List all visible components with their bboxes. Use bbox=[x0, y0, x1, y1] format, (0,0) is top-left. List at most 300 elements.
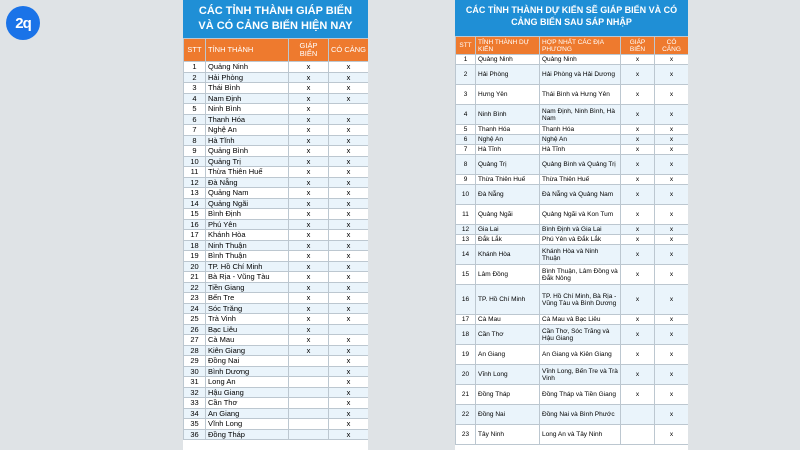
province-cell: Cần Thơ bbox=[206, 398, 289, 409]
stt-cell: 33 bbox=[184, 398, 206, 409]
coastal-cell: x bbox=[289, 345, 329, 356]
planned-province-cell: Đà Nẵng bbox=[476, 185, 540, 205]
stt-cell: 12 bbox=[184, 177, 206, 188]
merged-localities-cell: Hà Tĩnh bbox=[540, 145, 621, 155]
stt-cell: 4 bbox=[456, 105, 476, 125]
province-cell: Hải Phòng bbox=[206, 72, 289, 83]
coastal-cell: x bbox=[289, 114, 329, 125]
merged-localities-cell: Nam Định, Ninh Bình, Hà Nam bbox=[540, 105, 621, 125]
table-row bbox=[184, 366, 369, 377]
table-row bbox=[456, 145, 689, 155]
province-cell: Quảng Ngãi bbox=[206, 198, 289, 209]
coastal-cell: x bbox=[621, 245, 655, 265]
coastal-cell: x bbox=[289, 83, 329, 94]
coastal-cell bbox=[289, 408, 329, 419]
coastal-cell: x bbox=[621, 185, 655, 205]
stt-cell: 17 bbox=[456, 315, 476, 325]
table-row bbox=[184, 387, 369, 398]
stt-cell: 11 bbox=[456, 205, 476, 225]
stt-cell: 13 bbox=[184, 188, 206, 199]
coastal-cell: x bbox=[621, 85, 655, 105]
province-cell: An Giang bbox=[206, 408, 289, 419]
province-cell: Hậu Giang bbox=[206, 387, 289, 398]
planned-province-cell: Quảng Ninh bbox=[476, 55, 540, 65]
port-cell: x bbox=[329, 429, 369, 440]
coastal-cell: x bbox=[289, 156, 329, 167]
header-merged-localities: HỢP NHẤT CÁC ĐỊA PHƯƠNG bbox=[540, 37, 621, 55]
stt-cell: 6 bbox=[184, 114, 206, 125]
stt-cell: 2 bbox=[456, 65, 476, 85]
stt-cell: 7 bbox=[184, 125, 206, 136]
coastal-cell bbox=[289, 387, 329, 398]
table-row bbox=[184, 345, 369, 356]
logo-text: 2q bbox=[15, 14, 31, 32]
table-row bbox=[184, 335, 369, 346]
title-line-1: CÁC TỈNH THÀNH GIÁP BIỂN bbox=[198, 5, 353, 17]
port-cell: x bbox=[329, 366, 369, 377]
coastal-cell: x bbox=[621, 285, 655, 315]
merged-localities-cell: Quảng Bình và Quảng Trị bbox=[540, 155, 621, 175]
stt-cell: 5 bbox=[184, 104, 206, 115]
port-cell: x bbox=[329, 398, 369, 409]
stt-cell: 8 bbox=[456, 155, 476, 175]
stt-cell: 15 bbox=[456, 265, 476, 285]
table-row bbox=[184, 408, 369, 419]
coastal-cell: x bbox=[289, 72, 329, 83]
port-cell: x bbox=[655, 135, 689, 145]
merged-localities-cell: Quảng Ngãi và Kon Tum bbox=[540, 205, 621, 225]
planned-province-cell: TP. Hồ Chí Minh bbox=[476, 285, 540, 315]
planned-province-cell: Đắk Lắk bbox=[476, 235, 540, 245]
port-cell: x bbox=[655, 245, 689, 265]
merged-localities-cell: Thanh Hóa bbox=[540, 125, 621, 135]
current-provinces-table-panel bbox=[183, 0, 368, 450]
port-cell: x bbox=[655, 225, 689, 235]
port-cell: x bbox=[329, 261, 369, 272]
table-row bbox=[456, 325, 689, 345]
table-row bbox=[184, 188, 369, 199]
port-cell: x bbox=[655, 325, 689, 345]
merged-localities-cell: Vĩnh Long, Bến Tre và Trà Vinh bbox=[540, 365, 621, 385]
province-cell: Hà Tĩnh bbox=[206, 135, 289, 146]
province-cell: Quảng Ninh bbox=[206, 62, 289, 73]
port-cell bbox=[329, 104, 369, 115]
province-cell: Trà Vinh bbox=[206, 314, 289, 325]
coastal-cell: x bbox=[289, 293, 329, 304]
port-cell: x bbox=[655, 105, 689, 125]
stt-cell: 9 bbox=[184, 146, 206, 157]
planned-province-cell: An Giang bbox=[476, 345, 540, 365]
port-cell: x bbox=[329, 188, 369, 199]
coastal-cell: x bbox=[621, 175, 655, 185]
stt-cell: 11 bbox=[184, 167, 206, 178]
header-port: CÓ CẢNG bbox=[329, 39, 369, 62]
table-row bbox=[184, 146, 369, 157]
stt-cell: 21 bbox=[456, 385, 476, 405]
coastal-cell bbox=[621, 425, 655, 445]
port-cell: x bbox=[329, 293, 369, 304]
province-cell: Bình Dương bbox=[206, 366, 289, 377]
port-cell: x bbox=[329, 251, 369, 262]
table-row bbox=[184, 167, 369, 178]
coastal-cell: x bbox=[289, 198, 329, 209]
planned-province-cell: Thanh Hóa bbox=[476, 125, 540, 135]
port-cell: x bbox=[329, 387, 369, 398]
planned-province-cell: Hải Phòng bbox=[476, 65, 540, 85]
coastal-cell: x bbox=[621, 235, 655, 245]
coastal-cell bbox=[289, 366, 329, 377]
province-cell: Ninh Bình bbox=[206, 104, 289, 115]
brand-logo bbox=[6, 6, 40, 40]
stt-cell: 35 bbox=[184, 419, 206, 430]
stt-cell: 20 bbox=[456, 365, 476, 385]
table-row bbox=[456, 345, 689, 365]
header-coastal: GIÁP BIỂN bbox=[621, 37, 655, 55]
coastal-cell bbox=[289, 419, 329, 430]
planned-province-cell: Cà Mau bbox=[476, 315, 540, 325]
stt-cell: 15 bbox=[184, 209, 206, 220]
table-row bbox=[184, 398, 369, 409]
port-cell: x bbox=[329, 303, 369, 314]
coastal-cell: x bbox=[621, 225, 655, 235]
port-cell: x bbox=[655, 145, 689, 155]
table-row bbox=[184, 377, 369, 388]
stt-cell: 5 bbox=[456, 125, 476, 135]
merged-localities-cell: Khánh Hòa và Ninh Thuận bbox=[540, 245, 621, 265]
port-cell: x bbox=[329, 93, 369, 104]
port-cell: x bbox=[655, 285, 689, 315]
stt-cell: 32 bbox=[184, 387, 206, 398]
province-cell: Vĩnh Long bbox=[206, 419, 289, 430]
table-row bbox=[456, 55, 689, 65]
merged-localities-cell: Long An và Tây Ninh bbox=[540, 425, 621, 445]
port-cell: x bbox=[329, 272, 369, 283]
merged-localities-cell: Bình Định và Gia Lai bbox=[540, 225, 621, 235]
coastal-cell: x bbox=[289, 251, 329, 262]
merged-localities-cell: Cần Thơ, Sóc Trăng và Hậu Giang bbox=[540, 325, 621, 345]
stt-cell: 1 bbox=[184, 62, 206, 73]
stt-cell: 7 bbox=[456, 145, 476, 155]
merged-provinces-table bbox=[455, 36, 688, 445]
table-row bbox=[184, 356, 369, 367]
port-cell: x bbox=[329, 219, 369, 230]
stt-cell: 19 bbox=[456, 345, 476, 365]
planned-province-cell: Quảng Ngãi bbox=[476, 205, 540, 225]
stt-cell: 1 bbox=[456, 55, 476, 65]
header-planned-province: TỈNH THÀNH DỰ KIẾN bbox=[476, 37, 540, 55]
table-row bbox=[456, 285, 689, 315]
stt-cell: 24 bbox=[184, 303, 206, 314]
merged-provinces-table-panel bbox=[455, 0, 688, 450]
coastal-cell: x bbox=[621, 325, 655, 345]
coastal-cell: x bbox=[289, 209, 329, 220]
table-row bbox=[456, 135, 689, 145]
header-stt: STT bbox=[184, 39, 206, 62]
coastal-cell: x bbox=[621, 105, 655, 125]
title-line-2: VÀ CÓ CẢNG BIỂN HIỆN NAY bbox=[198, 20, 353, 32]
planned-province-cell: Thừa Thiên Huế bbox=[476, 175, 540, 185]
merged-localities-cell: An Giang và Kiên Giang bbox=[540, 345, 621, 365]
planned-province-cell: Gia Lai bbox=[476, 225, 540, 235]
port-cell: x bbox=[655, 175, 689, 185]
table-row bbox=[456, 385, 689, 405]
stt-cell: 23 bbox=[184, 293, 206, 304]
coastal-cell: x bbox=[621, 385, 655, 405]
coastal-cell: x bbox=[621, 135, 655, 145]
stt-cell: 3 bbox=[184, 83, 206, 94]
stt-cell: 34 bbox=[184, 408, 206, 419]
port-cell: x bbox=[329, 377, 369, 388]
merged-localities-cell: Bình Thuận, Lâm Đồng và Đắk Nông bbox=[540, 265, 621, 285]
merged-localities-cell: Cà Mau và Bạc Liêu bbox=[540, 315, 621, 325]
table-row bbox=[184, 104, 369, 115]
port-cell: x bbox=[655, 235, 689, 245]
port-cell: x bbox=[329, 167, 369, 178]
table-row bbox=[184, 219, 369, 230]
stt-cell: 16 bbox=[456, 285, 476, 315]
port-cell: x bbox=[655, 425, 689, 445]
table-row bbox=[184, 303, 369, 314]
port-cell: x bbox=[329, 135, 369, 146]
port-cell: x bbox=[655, 405, 689, 425]
port-cell: x bbox=[329, 114, 369, 125]
province-cell: Phú Yên bbox=[206, 219, 289, 230]
province-cell: Thanh Hóa bbox=[206, 114, 289, 125]
header-port: CÓ CẢNG bbox=[655, 37, 689, 55]
stt-cell: 26 bbox=[184, 324, 206, 335]
coastal-cell: x bbox=[621, 345, 655, 365]
port-cell: x bbox=[329, 209, 369, 220]
table-row bbox=[184, 240, 369, 251]
table-row bbox=[456, 425, 689, 445]
province-cell: Khánh Hòa bbox=[206, 230, 289, 241]
merged-localities-cell: Đồng Tháp và Tiền Giang bbox=[540, 385, 621, 405]
province-cell: Nam Định bbox=[206, 93, 289, 104]
port-cell: x bbox=[329, 198, 369, 209]
table-row bbox=[184, 177, 369, 188]
table-row bbox=[456, 175, 689, 185]
table-row bbox=[456, 65, 689, 85]
province-cell: Tiền Giang bbox=[206, 282, 289, 293]
current-provinces-title bbox=[183, 0, 368, 38]
coastal-cell: x bbox=[289, 272, 329, 283]
stt-cell: 10 bbox=[184, 156, 206, 167]
stt-cell: 18 bbox=[456, 325, 476, 345]
planned-province-cell: Khánh Hòa bbox=[476, 245, 540, 265]
planned-province-cell: Quảng Trị bbox=[476, 155, 540, 175]
coastal-cell: x bbox=[289, 240, 329, 251]
stt-cell: 22 bbox=[456, 405, 476, 425]
stt-cell: 36 bbox=[184, 429, 206, 440]
port-cell: x bbox=[329, 314, 369, 325]
coastal-cell: x bbox=[289, 282, 329, 293]
table-row bbox=[456, 245, 689, 265]
port-cell: x bbox=[655, 85, 689, 105]
table-row bbox=[184, 429, 369, 440]
stt-cell: 29 bbox=[184, 356, 206, 367]
table-row bbox=[184, 93, 369, 104]
table-row bbox=[184, 209, 369, 220]
coastal-cell bbox=[289, 377, 329, 388]
coastal-cell: x bbox=[621, 155, 655, 175]
table-row bbox=[184, 125, 369, 136]
coastal-cell: x bbox=[621, 315, 655, 325]
port-cell: x bbox=[329, 240, 369, 251]
planned-province-cell: Cần Thơ bbox=[476, 325, 540, 345]
table-row bbox=[456, 265, 689, 285]
table-row bbox=[456, 225, 689, 235]
port-cell: x bbox=[329, 282, 369, 293]
coastal-cell: x bbox=[289, 261, 329, 272]
table-row bbox=[456, 105, 689, 125]
table-row bbox=[184, 62, 369, 73]
table-row bbox=[184, 156, 369, 167]
table-row bbox=[184, 198, 369, 209]
merged-localities-cell: Đà Nẵng và Quảng Nam bbox=[540, 185, 621, 205]
merged-localities-cell: Đồng Nai và Bình Phước bbox=[540, 405, 621, 425]
table-row bbox=[456, 405, 689, 425]
coastal-cell: x bbox=[289, 135, 329, 146]
province-cell: Thái Bình bbox=[206, 83, 289, 94]
table-row bbox=[456, 185, 689, 205]
port-cell: x bbox=[329, 419, 369, 430]
port-cell: x bbox=[329, 72, 369, 83]
table-row bbox=[184, 324, 369, 335]
planned-province-cell: Ninh Bình bbox=[476, 105, 540, 125]
merged-localities-cell: Phú Yên và Đắk Lắk bbox=[540, 235, 621, 245]
port-cell: x bbox=[329, 177, 369, 188]
coastal-cell: x bbox=[289, 62, 329, 73]
coastal-cell: x bbox=[289, 335, 329, 346]
province-cell: Nghệ An bbox=[206, 125, 289, 136]
province-cell: Bến Tre bbox=[206, 293, 289, 304]
table-row bbox=[184, 272, 369, 283]
current-provinces-table bbox=[183, 38, 368, 440]
province-cell: Cà Mau bbox=[206, 335, 289, 346]
planned-province-cell: Tây Ninh bbox=[476, 425, 540, 445]
port-cell: x bbox=[329, 156, 369, 167]
province-cell: Ninh Thuận bbox=[206, 240, 289, 251]
port-cell: x bbox=[655, 185, 689, 205]
table-row bbox=[184, 251, 369, 262]
port-cell: x bbox=[329, 408, 369, 419]
table-row bbox=[456, 155, 689, 175]
port-cell: x bbox=[329, 146, 369, 157]
province-cell: Đà Nẵng bbox=[206, 177, 289, 188]
planned-province-cell: Lâm Đồng bbox=[476, 265, 540, 285]
header-stt: STT bbox=[456, 37, 476, 55]
table-row bbox=[456, 365, 689, 385]
province-cell: Bình Thuận bbox=[206, 251, 289, 262]
coastal-cell: x bbox=[289, 146, 329, 157]
port-cell: x bbox=[655, 265, 689, 285]
port-cell: x bbox=[329, 335, 369, 346]
stt-cell: 16 bbox=[184, 219, 206, 230]
coastal-cell: x bbox=[289, 219, 329, 230]
merged-localities-cell: Quảng Ninh bbox=[540, 55, 621, 65]
port-cell: x bbox=[655, 205, 689, 225]
coastal-cell: x bbox=[289, 167, 329, 178]
stt-cell: 13 bbox=[456, 235, 476, 245]
port-cell: x bbox=[655, 155, 689, 175]
stt-cell: 3 bbox=[456, 85, 476, 105]
port-cell: x bbox=[329, 125, 369, 136]
port-cell bbox=[329, 324, 369, 335]
table-row bbox=[184, 314, 369, 325]
province-cell: Đồng Tháp bbox=[206, 429, 289, 440]
province-cell: Sóc Trăng bbox=[206, 303, 289, 314]
coastal-cell: x bbox=[621, 365, 655, 385]
stt-cell: 2 bbox=[184, 72, 206, 83]
province-cell: Long An bbox=[206, 377, 289, 388]
province-cell: Bình Định bbox=[206, 209, 289, 220]
stt-cell: 4 bbox=[184, 93, 206, 104]
coastal-cell: x bbox=[289, 104, 329, 115]
coastal-cell: x bbox=[289, 177, 329, 188]
province-cell: TP. Hồ Chí Minh bbox=[206, 261, 289, 272]
table-row bbox=[184, 72, 369, 83]
port-cell: x bbox=[655, 55, 689, 65]
stt-cell: 9 bbox=[456, 175, 476, 185]
table-row bbox=[184, 114, 369, 125]
coastal-cell: x bbox=[621, 205, 655, 225]
coastal-cell: x bbox=[621, 55, 655, 65]
port-cell: x bbox=[329, 356, 369, 367]
province-cell: Bà Rịa - Vũng Tàu bbox=[206, 272, 289, 283]
table-row bbox=[456, 205, 689, 225]
stt-cell: 6 bbox=[456, 135, 476, 145]
coastal-cell bbox=[621, 405, 655, 425]
coastal-cell: x bbox=[289, 230, 329, 241]
merged-localities-cell: Hải Phòng và Hải Dương bbox=[540, 65, 621, 85]
table-row bbox=[456, 125, 689, 135]
planned-province-cell: Hưng Yên bbox=[476, 85, 540, 105]
coastal-cell bbox=[289, 429, 329, 440]
port-cell: x bbox=[329, 230, 369, 241]
merged-localities-cell: Thừa Thiên Huế bbox=[540, 175, 621, 185]
port-cell: x bbox=[655, 365, 689, 385]
stt-cell: 19 bbox=[184, 251, 206, 262]
merged-localities-cell: TP. Hồ Chí Minh, Bà Rịa - Vũng Tàu và Bình Dương bbox=[540, 285, 621, 315]
stt-cell: 25 bbox=[184, 314, 206, 325]
stt-cell: 12 bbox=[456, 225, 476, 235]
planned-province-cell: Hà Tĩnh bbox=[476, 145, 540, 155]
table-row bbox=[184, 419, 369, 430]
table-row bbox=[184, 293, 369, 304]
header-coastal: GIÁP BIỂN bbox=[289, 39, 329, 62]
stt-cell: 30 bbox=[184, 366, 206, 377]
stt-cell: 10 bbox=[456, 185, 476, 205]
stt-cell: 22 bbox=[184, 282, 206, 293]
port-cell: x bbox=[329, 83, 369, 94]
coastal-cell: x bbox=[621, 145, 655, 155]
stt-cell: 17 bbox=[184, 230, 206, 241]
port-cell: x bbox=[655, 385, 689, 405]
merged-localities-cell: Thái Bình và Hưng Yên bbox=[540, 85, 621, 105]
coastal-cell: x bbox=[289, 324, 329, 335]
port-cell: x bbox=[655, 315, 689, 325]
coastal-cell bbox=[289, 398, 329, 409]
province-cell: Đồng Nai bbox=[206, 356, 289, 367]
table-row bbox=[456, 85, 689, 105]
province-cell: Quảng Trị bbox=[206, 156, 289, 167]
province-cell: Quảng Nam bbox=[206, 188, 289, 199]
stt-cell: 21 bbox=[184, 272, 206, 283]
coastal-cell: x bbox=[289, 93, 329, 104]
table-row bbox=[184, 135, 369, 146]
header-province: TỈNH THÀNH bbox=[206, 39, 289, 62]
stt-cell: 20 bbox=[184, 261, 206, 272]
